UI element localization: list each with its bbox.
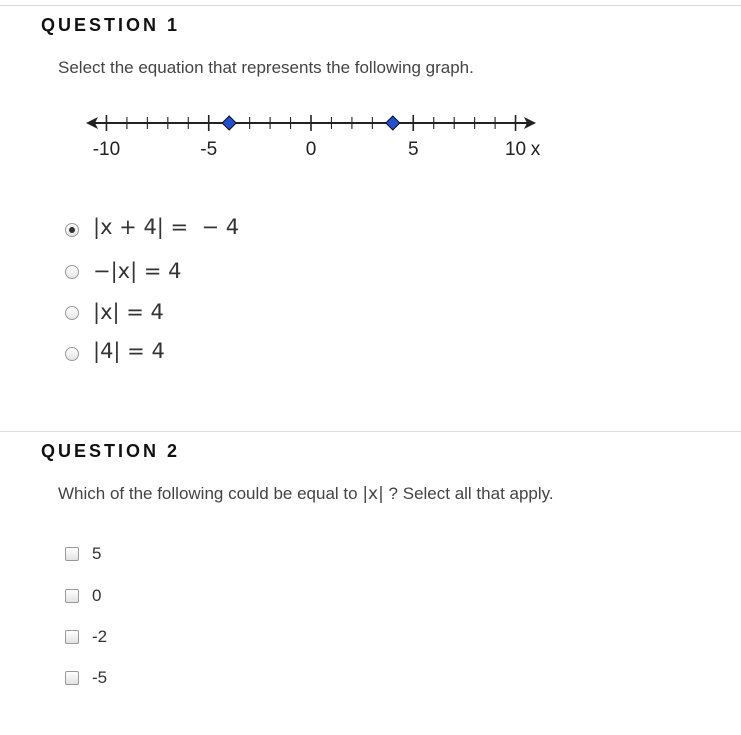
option-neg2-label[interactable]: -2 (92, 627, 108, 646)
option-2-radio[interactable] (65, 265, 79, 279)
tick-label: 10 (504, 139, 527, 160)
option-neg5-checkbox[interactable] (65, 671, 79, 685)
question-divider (0, 431, 741, 432)
tick-label: 5 (407, 139, 419, 160)
tick-label: -10 (92, 139, 121, 160)
option-neg5-label[interactable]: -5 (92, 668, 108, 687)
question-2-prompt-end: ? Select all that apply. (383, 484, 554, 503)
option-2-label[interactable]: −|x| = 4 (93, 259, 182, 283)
option-4-label[interactable]: |4| = 4 (93, 339, 165, 363)
option-neg2-checkbox[interactable] (65, 630, 79, 644)
question-2-prompt-start: Which of the following could be equal to (58, 484, 363, 503)
tick-label: -5 (200, 139, 218, 160)
option-1-label[interactable]: |x + 4| = − 4 (93, 215, 240, 239)
option-5-checkbox[interactable] (65, 547, 79, 561)
question-2-prompt-expression: |x| (362, 484, 384, 504)
question-1-prompt: Select the equation that represents the following graph. (58, 58, 474, 77)
number-line-graph (70, 105, 550, 165)
question-2-prompt (58, 484, 554, 504)
question-1-header: QUESTION 1 (41, 15, 181, 35)
option-0-checkbox[interactable] (65, 589, 79, 603)
graph-point-diamond (386, 116, 400, 130)
option-3-radio[interactable] (65, 306, 79, 320)
graph-point-diamond (222, 116, 236, 130)
option-1-radio[interactable] (65, 223, 79, 237)
option-5-label[interactable]: 5 (92, 544, 102, 563)
axis-label-x: x (530, 139, 541, 160)
option-0-label[interactable]: 0 (92, 586, 102, 605)
question-2-header: QUESTION 2 (41, 441, 181, 461)
option-4-radio[interactable] (65, 347, 79, 361)
top-divider (0, 5, 741, 6)
option-3-label[interactable]: |x| = 4 (93, 300, 164, 324)
tick-label: 0 (305, 139, 317, 160)
